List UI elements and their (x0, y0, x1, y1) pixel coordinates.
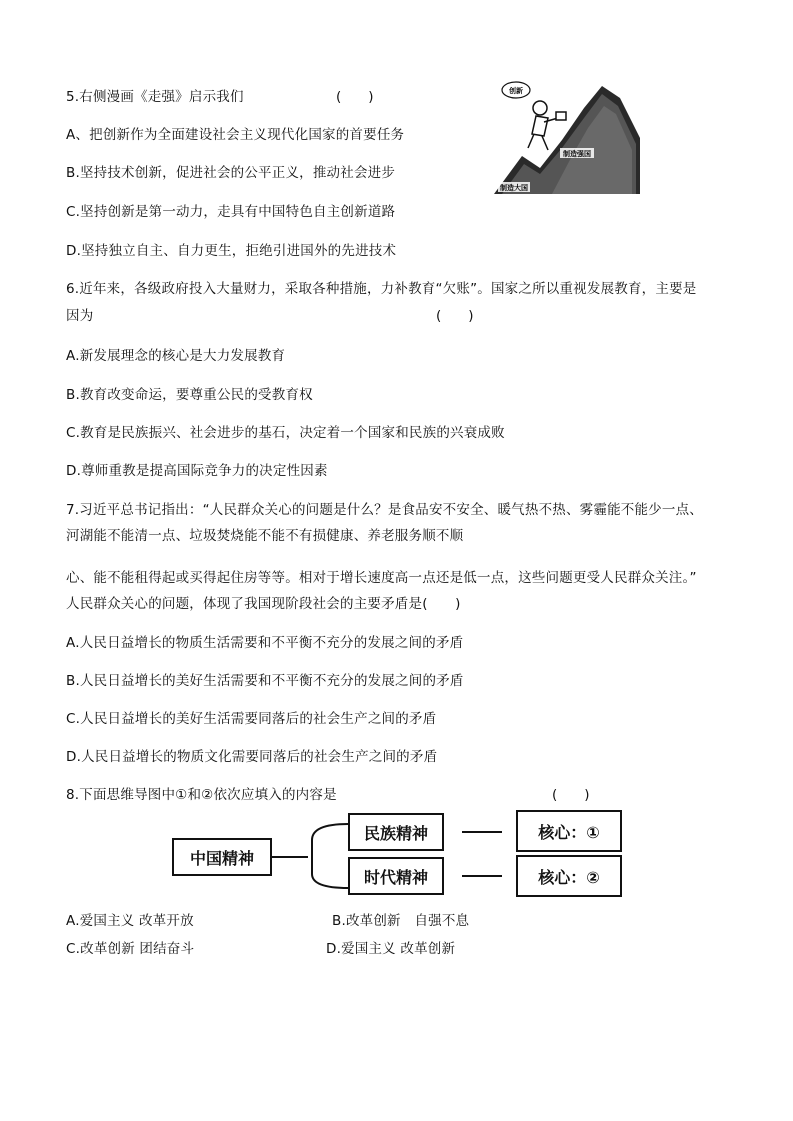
q8-stem: 8.下面思维导图中①和②依次应填入的内容是 (66, 787, 337, 803)
q8-answer-paren: ( ) (552, 787, 590, 803)
q6-answer-paren: ( ) (436, 308, 474, 324)
q7-stem-line3: 心、能不能租得起或买得起住房等等。相对于增长速度高一点还是低一点，这些问题更受人民群众关注。” (66, 570, 697, 586)
q7-stem-line4: 人民群众关心的问题，体现了我国现阶段社会的主要矛盾是( ) (66, 596, 461, 612)
q7-stem-line2: 河湖能不能清一点、垃圾焚烧能不能不有损健康、养老服务顺不顺 (66, 528, 464, 544)
q5-cartoon-image (492, 78, 642, 196)
q6-stem-line1: 6.近年来，各级政府投入大量财力，采取各种措施，力补教育“欠账”。国家之所以重视发展教育，主要是 (66, 281, 697, 297)
q8-option-c: C.改革创新 团结奋斗 (66, 941, 195, 957)
q8-option-b: B.改革创新 自强不息 (332, 913, 470, 929)
q5-option-a: A、把创新作为全面建设社会主义现代化国家的首要任务 (66, 127, 405, 143)
q5-option-d: D.坚持独立自主、自力更生，拒绝引进国外的先进技术 (66, 243, 397, 259)
q8-option-d: D.爱国主义 改革创新 (326, 941, 456, 957)
mindmap-core-1: 核心：① (516, 810, 622, 852)
q6-option-a: A.新发展理念的核心是大力发展教育 (66, 348, 286, 364)
q5-stem: 5.右侧漫画《走强》启示我们 (66, 89, 244, 105)
cartoon-tag-top: 创新 (509, 87, 523, 95)
mindmap-root: 中国精神 (172, 838, 272, 876)
mindmap-core-2: 核心：② (516, 855, 622, 897)
q6-stem-line2: 因为 (66, 308, 94, 324)
cartoon-tag-mid: 制造强国 (563, 150, 591, 158)
q7-option-b: B.人民日益增长的美好生活需要和不平衡不充分的发展之间的矛盾 (66, 673, 464, 689)
mindmap-brace (272, 820, 352, 890)
q5-option-b: B.坚持技术创新，促进社会的公平正义，推动社会进步 (66, 165, 396, 181)
q6-option-d: D.尊师重教是提高国际竞争力的决定性因素 (66, 463, 328, 479)
q7-option-c: C.人民日益增长的美好生活需要同落后的社会生产之间的矛盾 (66, 711, 437, 727)
q7-stem-line1: 7.习近平总书记指出：“人民群众关心的问题是什么？是食品安不安全、暖气热不热、雾霾能不能少一点、 (66, 502, 703, 518)
q7-option-a: A.人民日益增长的物质生活需要和不平衡不充分的发展之间的矛盾 (66, 635, 464, 651)
mindmap-connectors (462, 820, 508, 890)
cartoon-tag-bottom: 制造大国 (500, 184, 528, 192)
q6-option-b: B.教育改变命运，要尊重公民的受教育权 (66, 387, 313, 403)
q6-option-c: C.教育是民族振兴、社会进步的基石，决定着一个国家和民族的兴衰成败 (66, 425, 505, 441)
mindmap-branch-1: 民族精神 (348, 813, 444, 851)
q5-answer-paren: ( ) (336, 89, 374, 105)
q7-option-d: D.人民日益增长的物质文化需要同落后的社会生产之间的矛盾 (66, 749, 438, 765)
mindmap-branch-2: 时代精神 (348, 857, 444, 895)
q5-option-c: C.坚持创新是第一动力，走具有中国特色自主创新道路 (66, 204, 396, 220)
q8-option-a: A.爱国主义 改革开放 (66, 913, 194, 929)
